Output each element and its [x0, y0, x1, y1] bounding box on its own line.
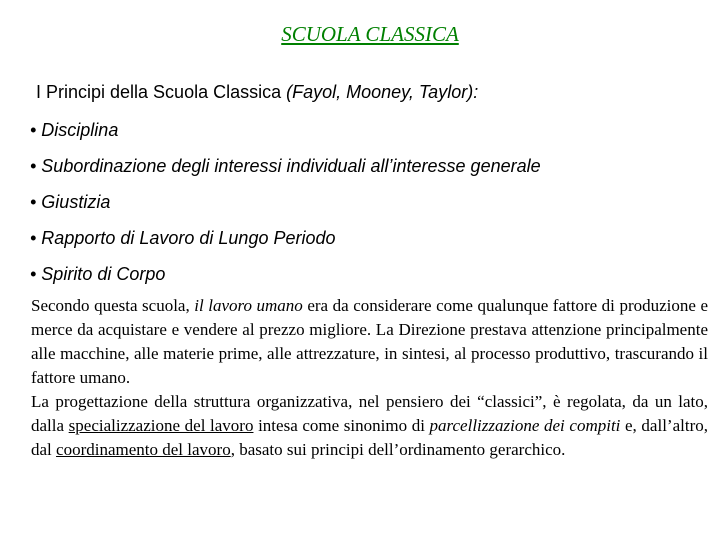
- intro-line: [36, 82, 478, 103]
- paragraph-2-italic: parcellizzazione dei compiti: [429, 416, 621, 435]
- paragraph-2-text-b: intesa come sinonimo di: [253, 416, 430, 435]
- page-title: SCUOLA CLASSICA: [281, 22, 459, 46]
- list-item-disciplina: • Disciplina: [30, 120, 119, 140]
- paragraph-2-text-c: e, dall’altro, dal: [31, 416, 708, 459]
- paragraph-2-underline-a: specializzazione del lavoro: [68, 416, 254, 435]
- list-item-rapporto: • Rapporto di Lavoro di Lungo Periodo: [30, 228, 336, 248]
- principles-list: [30, 119, 541, 299]
- paragraph-2-text-a: La progettazione della struttura organizzativa, nel pensiero dei “classici”, è regolata, da un lato, dalla: [31, 392, 708, 435]
- paragraph-1: [31, 294, 708, 390]
- list-item-spirito: • Spirito di Corpo: [30, 264, 166, 284]
- paragraph-1-italic: il lavoro umano: [194, 296, 303, 315]
- list-item-subordinazione: • Subordinazione degli interessi individuali all’interesse generale: [30, 156, 541, 176]
- intro-text: I Principi della Scuola Classica: [36, 82, 287, 102]
- paragraph-1-text-a: Secondo questa scuola,: [31, 296, 195, 315]
- body-text: [31, 294, 708, 462]
- paragraph-2-underline-b: coordinamento del lavoro: [56, 440, 231, 459]
- paragraph-1-text-b: era da considerare come qualunque fattore di produzione e merce da acquistare e vendere al prezzo migliore. La Direzione prestava attenzione principalmente alle macchine, alle materie prime, alle attrezzature, in sintesi, al processo produttivo, trascurando il fattore umano.: [31, 296, 708, 387]
- list-item-giustizia: • Giustizia: [30, 192, 111, 212]
- paragraph-2-text-d: , basato sui principi dell’ordinamento gerarchico.: [230, 440, 566, 459]
- paragraph-2: [31, 390, 708, 462]
- intro-authors: (Fayol, Mooney, Taylor):: [286, 82, 479, 102]
